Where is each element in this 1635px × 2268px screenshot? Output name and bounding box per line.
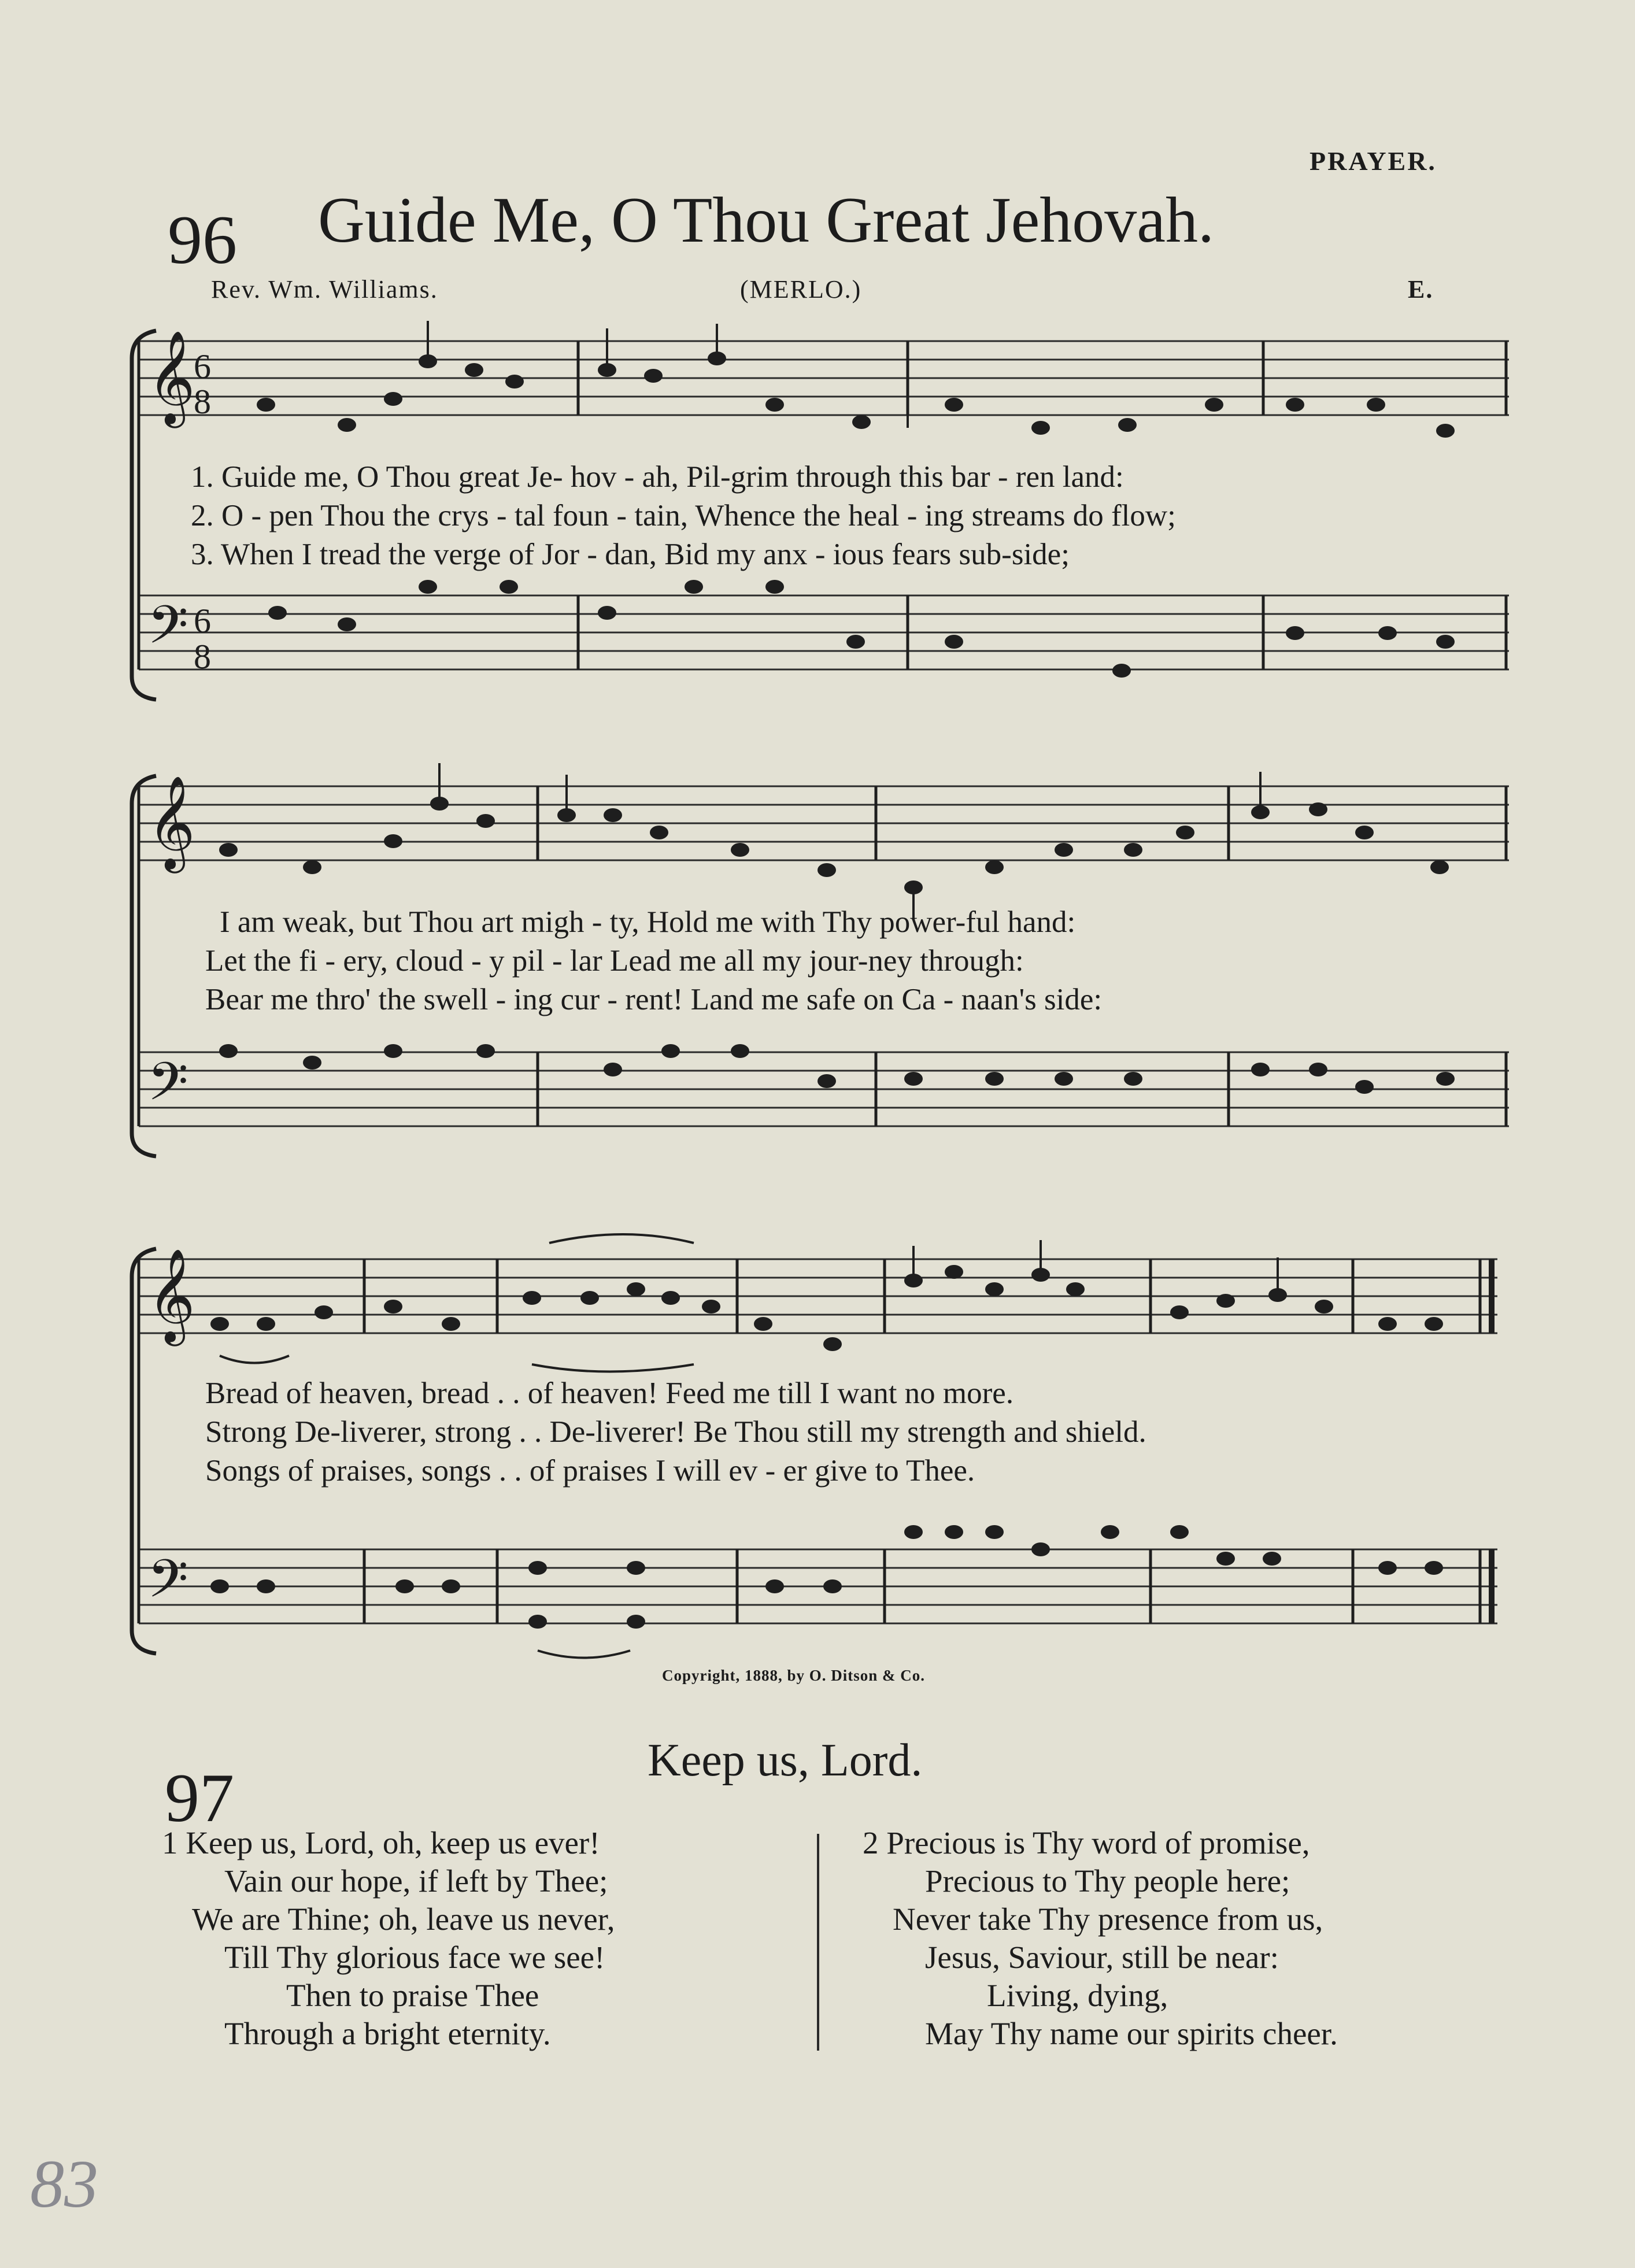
lyric-verse3-line3: Songs of praises, songs . . of praises I will ev - er give to Thee. <box>205 1454 975 1488</box>
svg-text:6: 6 <box>194 602 211 640</box>
verse2-line: Precious to Thy people here; <box>925 1863 1290 1899</box>
svg-text:𝄞: 𝄞 <box>147 775 195 870</box>
bass-staff-3 <box>139 1549 1497 1623</box>
tune-name: (MERLO.) <box>740 275 862 304</box>
section-label: PRAYER. <box>1310 146 1437 176</box>
svg-text:6: 6 <box>194 347 211 386</box>
pencil-page-number: 83 <box>30 2146 98 2222</box>
hymn-title-96: Guide Me, O Thou Great Jehovah. <box>318 184 1215 256</box>
lyric-verse2-line3: Strong De-liverer, strong . . De-liverer! Be Thou still my strength and shield. <box>205 1415 1146 1449</box>
hymn97-verse-1 <box>162 1824 615 2053</box>
copyright-notice: Copyright, 1888, by O. Ditson & Co. <box>662 1667 926 1684</box>
hymn-author: Rev. Wm. Williams. <box>211 275 438 304</box>
lyric-verse2-line1: 2. O - pen Thou the crys - tal foun - tain, Whence the heal - ing streams do flow; <box>191 499 1176 532</box>
hymn-number-96: 96 <box>168 201 237 278</box>
verse2-line: Living, dying, <box>987 1978 1168 2013</box>
lyric-verse1-line3: Bread of heaven, bread . . of heaven! Feed me till I want no more. <box>205 1377 1014 1410</box>
lyric-verse2-line2: Let the fi - ery, cloud - y pil - lar Lead me all my jour-ney through: <box>205 944 1024 978</box>
lyric-verse3-line1: 3. When I tread the verge of Jor - dan, Bid my anx - ious fears sub-side; <box>191 538 1070 571</box>
lyric-verse1-line1: 1. Guide me, O Thou great Je- hov - ah, Pil-grim through this bar - ren land: <box>191 460 1124 494</box>
treble-staff-3 <box>139 1259 1497 1333</box>
verse1-line: Through a bright eternity. <box>224 2016 551 2051</box>
hymn-title-97: Keep us, Lord. <box>648 1735 923 1786</box>
svg-text:𝄢: 𝄢 <box>147 1548 188 1622</box>
verse1-line: Vain our hope, if left by Thee; <box>224 1863 608 1899</box>
verse1-line: Then to praise Thee <box>286 1978 539 2013</box>
lyric-verse1-line2: I am weak, but Thou art migh - ty, Hold me with Thy power-ful hand: <box>220 905 1076 939</box>
verse1-line: We are Thine; oh, leave us never, <box>192 1901 615 1937</box>
lyric-verse3-line2: Bear me thro' the swell - ing cur - rent! Land me safe on Ca - naan's side: <box>205 983 1103 1016</box>
svg-text:𝄞: 𝄞 <box>147 330 195 424</box>
svg-text:𝄢: 𝄢 <box>147 1051 188 1125</box>
verse2-line: Never take Thy presence from us, <box>893 1901 1323 1937</box>
hymn-number-97: 97 <box>165 1759 234 1836</box>
hymn97-verse-2 <box>863 1824 1338 2053</box>
svg-text:8: 8 <box>194 638 211 676</box>
verse2-line: 2 Precious is Thy word of promise, <box>863 1825 1310 1860</box>
key-signature-label: E. <box>1408 275 1434 304</box>
svg-text:𝄞: 𝄞 <box>147 1248 195 1342</box>
svg-text:𝄢: 𝄢 <box>147 594 188 668</box>
svg-text:8: 8 <box>194 383 211 421</box>
verse2-line: May Thy name our spirits cheer. <box>925 2016 1338 2051</box>
verse1-line: 1 Keep us, Lord, oh, keep us ever! <box>162 1825 600 1860</box>
column-divider <box>817 1834 819 2051</box>
verse2-line: Jesus, Saviour, still be near: <box>925 1940 1279 1975</box>
verse1-line: Till Thy glorious face we see! <box>224 1940 605 1975</box>
